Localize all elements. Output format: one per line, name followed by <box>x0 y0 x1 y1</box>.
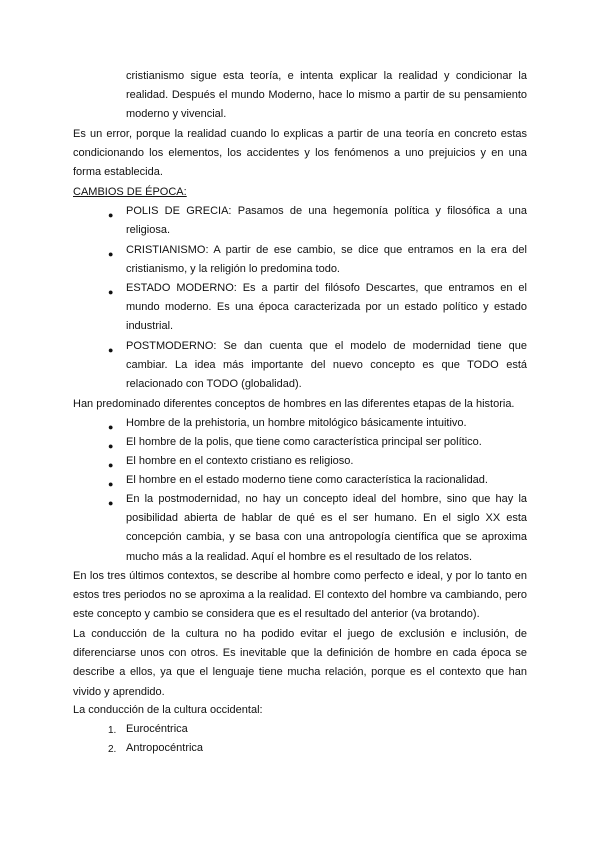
western-list-item: Antropocéntrica <box>126 742 204 754</box>
bullet-icon: ● <box>108 287 114 297</box>
bullet-icon: ● <box>108 460 114 470</box>
bullet-icon: ● <box>108 498 114 508</box>
bullet-icon: ● <box>108 422 114 432</box>
concept-item: En la postmodernidad, no hay un concepto ideal del hombre, sino que hay la posibilidad abierta de hablar de qué es el ser humano. En el siglo XX esta concepción cambia, y se basa con una antropología científica que se aproxima mucho más a la realidad. Aquí el hombre es el resultado de los relatos. <box>126 493 527 563</box>
concept-item: El hombre en el contexto cristiano es religioso. <box>126 455 354 467</box>
section-heading: CAMBIOS DE ÉPOCA: <box>73 186 187 198</box>
bullet-icon: ● <box>108 479 114 489</box>
bullet-icon: ● <box>108 441 114 451</box>
list-number: 2. <box>108 744 117 755</box>
concept-item: El hombre en el estado moderno tiene como característica la racionalidad. <box>126 474 488 486</box>
concepts-paragraph: Han predominado diferentes conceptos de hombres en las diferentes etapas de la historia. <box>73 398 515 410</box>
western-list-item: Eurocéntrica <box>126 723 188 735</box>
concept-item: Hombre de la prehistoria, un hombre mitológico básicamente intuitivo. <box>126 417 467 429</box>
concept-item: El hombre de la polis, que tiene como característica principal ser político. <box>126 436 482 448</box>
epoch-item-estado-moderno: ESTADO MODERNO: Es a partir del filósofo Descartes, que entramos en el mundo moderno. Es una época caracterizada por un estado político y estado industrial. <box>126 282 527 333</box>
western-culture-paragraph: La conducción de la cultura occidental: <box>73 704 263 716</box>
intro-indented-paragraph: cristianismo sigue esta teoría, e intenta explicar la realidad y condicionar la realidad. Después el mundo Moderno, hace lo mismo a partir de su pensamiento moderno y vivencial. <box>126 70 527 121</box>
bullet-icon: ● <box>108 249 114 259</box>
bullet-icon: ● <box>108 345 114 355</box>
error-paragraph: Es un error, porque la realidad cuando lo explicas a partir de una teoría en concreto estas condicionando los elementos, los accidentes y los fenómenos a uno prejuicios y en una forma establecida. <box>73 128 527 179</box>
epoch-item-polis: POLIS DE GRECIA: Pasamos de una hegemonía política y filosófica a una religiosa. <box>126 205 527 237</box>
epoch-item-postmoderno: POSTMODERNO: Se dan cuenta que el modelo de modernidad tiene que cambiar. La idea más importante del nuevo concepto es que TODO está relacionado con TODO (globalidad). <box>126 340 527 391</box>
list-number: 1. <box>108 725 117 736</box>
culture-paragraph: La conducción de la cultura no ha podido evitar el juego de exclusión e inclusión, de diferenciarse unos con otros. Es inevitable que la definición de hombre en cada época se describe a ellos, ya que el lenguaje tiene mucha relación, porque es el contexto que han vivido y aprendido. <box>73 628 527 698</box>
bullet-icon: ● <box>108 210 114 220</box>
epoch-item-cristianismo: CRISTIANISMO: A partir de ese cambio, se dice que entramos en la era del cristianismo, y la religión lo predomina todo. <box>126 244 527 276</box>
contexts-paragraph: En los tres últimos contextos, se describe al hombre como perfecto e ideal, y por lo tanto en estos tres periodos no se aproxima a la realidad. El contexto del hombre va cambiando, pero este concepto y cambio se considera que es el resultado del anterior (va brotando). <box>73 570 527 621</box>
